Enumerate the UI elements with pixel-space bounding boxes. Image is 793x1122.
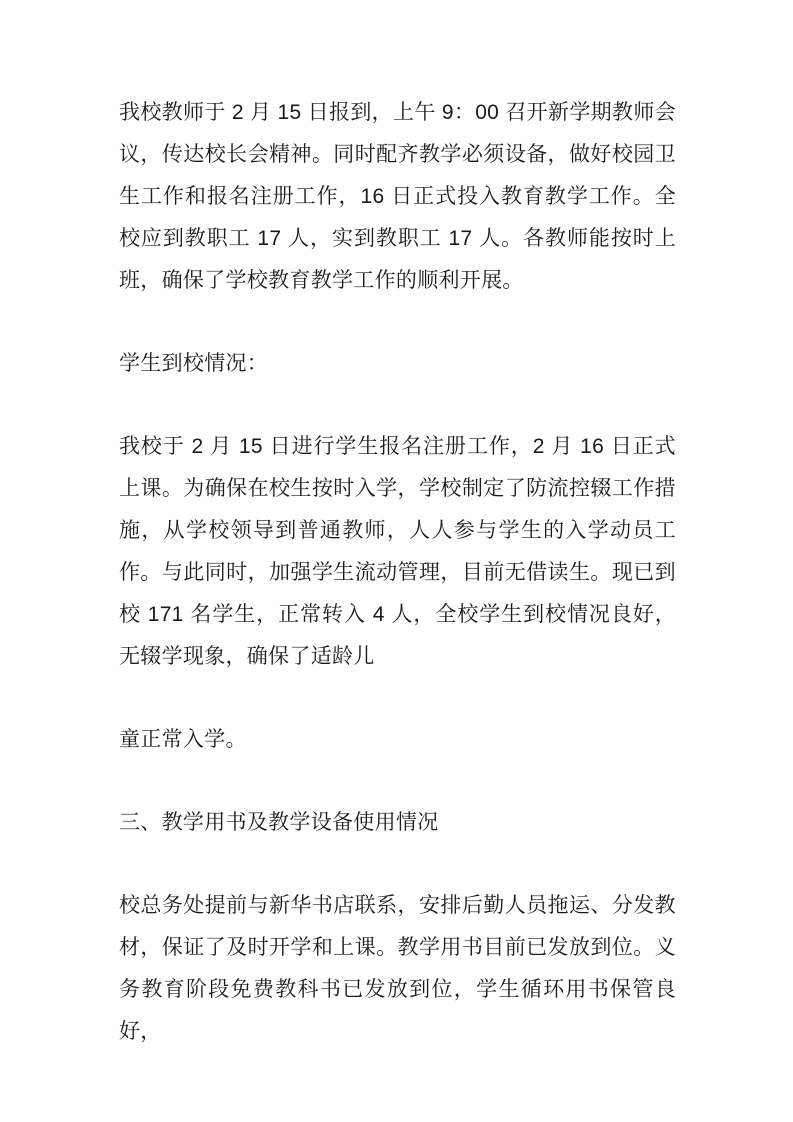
paragraph-textbooks: 校总务处提前与新华书店联系，安排后勤人员拖运、分发教材，保证了及时开学和上课。教学用书目前已发放到位。义务教育阶段免费教科书已发放到位，学生循环用书保管良好， [119,894,676,1043]
heading-section-three: 三、教学用书及教学设备使用情况 [119,811,439,834]
paragraph-student-registration: 我校于 2 月 15 日进行学生报名注册工作，2 月 16 日正式上课。为确保在校生按时入学，学校制定了防流控辍工作措施，从学校领导到普通教师，人人参与学生的入学动员工作。与此同时，加强学生流动管理，目前无借读生。现已到校 171 名学生，正常转入 4 人，全校学生到校情况良好，无辍学现象，确保了适龄儿 [119,435,676,668]
heading-students-arrival: 学生到校情况： [119,352,269,375]
paragraph-teacher-report: 我校教师于 2 月 15 日报到，上午 9：00 召开新学期教师会议，传达校长会精神。同时配齐教学必须设备，做好校园卫生工作和报名注册工作，16 日正式投入教育教学工作。全校应到教职工 17 人，实到教职工 17 人。各教师能按时上班，确保了学校教育教学工作的顺利开展。 [119,101,676,292]
paragraph-enrollment-continued: 童正常入学。 [119,728,247,751]
